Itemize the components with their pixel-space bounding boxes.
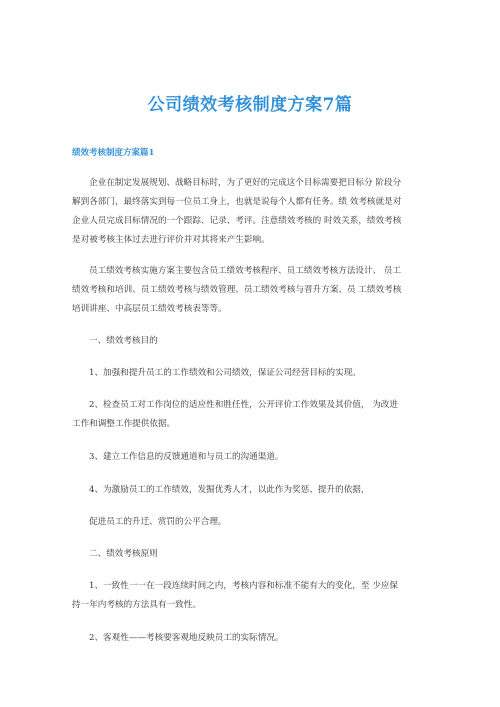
- paragraph-line: 促进员工的升迁、赏罚的公平合理。: [89, 517, 227, 527]
- paragraph-scope: [72, 262, 432, 319]
- paragraph-intro: [72, 174, 432, 250]
- section-heading: 绩效考核制度方案篇1: [72, 148, 155, 158]
- paragraph-line: 绩效考核和培训、员工绩效考核与绩效管理、员工绩效考核与晋升方案、员 工绩效考核: [72, 285, 402, 295]
- paragraph-line: 企业人员完成目标情况的一个跟踪、记录、考评。注意绩效考核的 时效关系，绩效考核: [72, 216, 402, 226]
- paragraph-principle-2: [72, 629, 432, 648]
- paragraph-line: 二、绩效考核原则: [89, 549, 158, 559]
- paragraph-line: 一、绩效考核目的: [89, 336, 158, 346]
- paragraph-line: 解到各部门，最终落实到每一位员工身上，也就是说每个人都有任务。绩 效考核就是对: [72, 197, 402, 207]
- paragraph-line: 4、为激励员工的工作绩效，发掘优秀人才，以此作为奖惩、提升的依据，: [89, 485, 370, 495]
- paragraph-line: 持一年内考核的方法具有一致性。: [72, 600, 201, 610]
- subheading-principles: [72, 545, 432, 564]
- paragraph-line: 2、客观性——考核要客观地反映员工的实际情况。: [89, 633, 284, 643]
- paragraph-purpose-3: [72, 448, 432, 467]
- paragraph-line: 3、建立工作信息的反馈通道和与员工的沟通渠道。: [89, 452, 284, 462]
- subheading-purpose: [72, 332, 432, 351]
- paragraph-purpose-2: [72, 396, 432, 434]
- paragraph-line: 是对被考核主体过去进行评价并对其将来产生影响。: [72, 235, 270, 245]
- paragraph-purpose-4: [72, 481, 432, 500]
- paragraph-line: 工作和调整工作提供依据。: [72, 419, 176, 429]
- paragraph-purpose-1: [72, 364, 432, 383]
- paragraph-line: 2、检查员工对工作岗位的适应性和胜任性，公开评价工作效果及其价值， 为改进: [89, 400, 398, 410]
- paragraph-line: 1、加强和提升员工的工作绩效和公司绩效，保证公司经营目标的实现。: [89, 368, 361, 378]
- paragraph-purpose-4-cont: [72, 513, 432, 532]
- paragraph-line: 1、一致性一一在一段连续时间之内，考核内容和标准不能有大的变化，至 少应保: [89, 581, 398, 591]
- paragraph-line: 员工绩效考核实施方案主要包含员工绩效考核程序、员工绩效考核方法设计、 员工: [89, 266, 402, 276]
- paragraph-line: 培训讲座、中高层员工绩效考核表等等。: [72, 304, 227, 314]
- paragraph-principle-1: [72, 577, 432, 615]
- paragraph-line: 企业在制定发展规划、战略目标时，为了更好的完成这个目标需要把目标分 阶段分: [89, 178, 402, 188]
- document-title: 公司绩效考核制度方案7篇: [147, 95, 353, 115]
